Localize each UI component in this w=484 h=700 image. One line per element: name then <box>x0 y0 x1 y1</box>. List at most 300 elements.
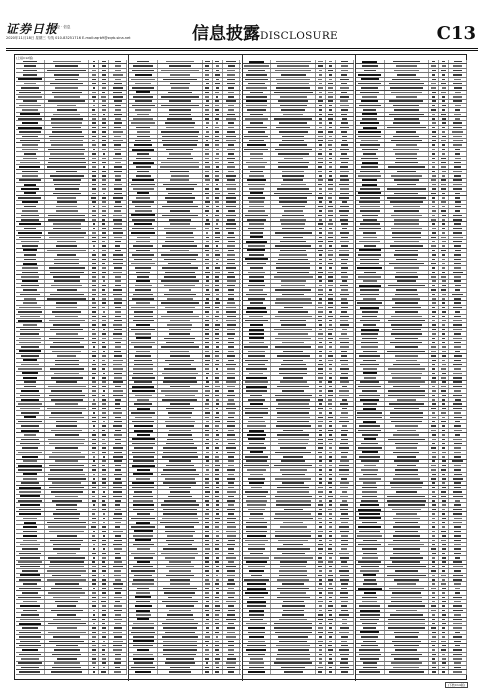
table-cell <box>203 143 213 146</box>
table-cell <box>213 231 223 234</box>
table-cell <box>213 648 223 651</box>
fine-print-text <box>168 193 193 195</box>
table-cell <box>326 495 336 498</box>
fine-print-text <box>250 474 263 476</box>
fine-print-text <box>245 360 267 362</box>
fine-print-text <box>329 136 332 138</box>
table-cell <box>89 319 99 322</box>
fine-print-text <box>328 403 332 405</box>
fine-print-text <box>115 386 121 388</box>
fine-print-text <box>206 373 209 375</box>
table-cell <box>109 117 127 120</box>
fine-print-text <box>113 395 123 397</box>
fine-print-text <box>114 320 121 322</box>
fine-print-text <box>341 92 347 94</box>
table-cell <box>326 214 336 217</box>
fine-print-text <box>103 329 106 331</box>
table-cell <box>271 644 316 647</box>
fine-print-text <box>339 553 349 555</box>
fine-print-text <box>328 285 332 287</box>
table-cell <box>109 205 127 208</box>
table-cell <box>99 359 109 362</box>
fine-print-text <box>319 228 322 230</box>
table-cell <box>45 249 90 252</box>
fine-print-text <box>319 285 322 287</box>
fine-print-text <box>102 237 106 239</box>
table-cell <box>336 662 354 665</box>
fine-print-text <box>133 504 154 506</box>
table-cell <box>99 556 109 559</box>
table-cell <box>213 460 223 463</box>
table-cell <box>89 100 99 103</box>
fine-print-text <box>132 390 155 392</box>
table-cell <box>223 266 241 269</box>
fine-print-text <box>249 333 263 335</box>
fine-print-text <box>102 364 107 366</box>
fine-print-text <box>280 250 306 252</box>
table-cell <box>223 512 241 515</box>
fine-print-text <box>342 280 347 282</box>
fine-print-text <box>135 417 152 419</box>
table-cell <box>223 143 241 146</box>
fine-print-text <box>360 144 380 146</box>
fine-print-text <box>215 456 219 458</box>
fine-print-text <box>163 144 197 146</box>
fine-print-text <box>93 105 96 107</box>
fine-print-text <box>205 320 209 322</box>
fine-print-text <box>227 452 235 454</box>
table-cell <box>203 499 213 502</box>
fine-print-text <box>205 649 209 651</box>
table-cell <box>109 385 127 388</box>
table-cell <box>16 468 45 471</box>
fine-print-text <box>161 96 198 98</box>
fine-print-text <box>329 175 331 177</box>
table-cell <box>271 534 316 537</box>
fine-print-text <box>102 627 105 629</box>
fine-print-text <box>103 166 106 168</box>
table-cell <box>271 446 316 449</box>
fine-print-text <box>391 175 422 177</box>
table-cell <box>326 622 336 625</box>
fine-print-text <box>276 61 311 63</box>
table-cell <box>129 582 158 585</box>
fine-print-text <box>48 219 85 221</box>
fine-print-text <box>328 83 332 85</box>
table-cell <box>203 473 213 476</box>
table-cell <box>336 556 354 559</box>
table-cell <box>316 574 326 577</box>
table-cell <box>316 407 326 410</box>
fine-print-text <box>22 149 38 151</box>
fine-print-text <box>228 162 233 164</box>
table-cell <box>326 253 336 256</box>
fine-print-text <box>341 259 348 261</box>
fine-print-text <box>163 509 197 511</box>
fine-print-text <box>113 259 123 261</box>
fine-print-text <box>57 658 77 660</box>
table-cell <box>449 152 467 155</box>
table-cell <box>223 253 241 256</box>
fine-print-text <box>215 144 219 146</box>
fine-print-text <box>329 368 333 370</box>
table-cell <box>429 100 439 103</box>
fine-print-text <box>328 649 332 651</box>
fine-print-text <box>247 601 267 603</box>
table-cell <box>439 157 449 160</box>
table-cell <box>326 104 336 107</box>
table-cell <box>271 626 316 629</box>
fine-print-text <box>136 614 151 616</box>
table-cell <box>223 635 241 638</box>
table-cell <box>129 394 158 397</box>
fine-print-text <box>165 662 195 664</box>
table-cell <box>356 187 385 190</box>
table-cell <box>129 539 158 542</box>
table-cell <box>203 468 213 471</box>
table-cell <box>16 657 45 660</box>
fine-print-text <box>226 140 236 142</box>
table-cell <box>336 117 354 120</box>
fine-print-text <box>339 184 349 186</box>
fine-print-text <box>205 201 210 203</box>
table-cell <box>109 464 127 467</box>
table-cell <box>223 64 241 67</box>
table-cell <box>316 530 326 533</box>
table-cell <box>99 455 109 458</box>
table-cell <box>385 161 430 164</box>
table-cell <box>316 284 326 287</box>
table-cell <box>99 499 109 502</box>
fine-print-text <box>278 403 309 405</box>
table-cell <box>243 231 272 234</box>
fine-print-text <box>167 158 192 160</box>
table-cell <box>326 271 336 274</box>
fine-print-text <box>134 144 152 146</box>
table-cell <box>243 596 272 599</box>
table-cell <box>99 187 109 190</box>
fine-print-text <box>115 430 121 432</box>
table-cell <box>243 604 272 607</box>
fine-print-text <box>165 421 194 423</box>
fine-print-text <box>165 531 196 533</box>
fine-print-text <box>442 87 446 89</box>
table-cell <box>326 451 336 454</box>
table-cell <box>336 521 354 524</box>
fine-print-text <box>227 592 235 594</box>
fine-print-text <box>227 276 236 278</box>
fine-print-text <box>131 667 155 669</box>
table-cell <box>129 381 158 384</box>
fine-print-text <box>115 311 121 313</box>
table-cell <box>45 381 90 384</box>
table-cell <box>243 464 272 467</box>
fine-print-text <box>103 491 105 493</box>
table-cell <box>336 271 354 274</box>
fine-print-text <box>228 430 233 432</box>
fine-print-text <box>161 70 199 72</box>
table-cell <box>243 363 272 366</box>
table-cell <box>223 174 241 177</box>
table-cell <box>109 354 127 357</box>
fine-print-text <box>216 65 219 67</box>
fine-print-text <box>103 456 106 458</box>
fine-print-text <box>102 654 105 656</box>
table-cell <box>326 359 336 362</box>
fine-print-text <box>441 188 446 190</box>
table-cell <box>129 306 158 309</box>
table-cell <box>213 446 223 449</box>
table-cell <box>316 626 326 629</box>
fine-print-text <box>93 149 96 151</box>
table-cell <box>429 126 439 129</box>
fine-print-text <box>340 127 349 129</box>
table-cell <box>45 337 90 340</box>
table-cell <box>109 587 127 590</box>
fine-print-text <box>275 513 311 515</box>
table-cell <box>16 547 45 550</box>
fine-print-text <box>206 276 209 278</box>
table-cell <box>243 337 272 340</box>
fine-print-text <box>318 487 322 489</box>
fine-print-text <box>228 65 235 67</box>
fine-print-text <box>115 307 121 309</box>
table-cell <box>203 280 213 283</box>
fine-print-text <box>205 351 208 353</box>
fine-print-text <box>133 320 154 322</box>
fine-print-text <box>318 320 322 322</box>
fine-print-text <box>248 509 266 511</box>
fine-print-text <box>394 70 419 72</box>
table-cell <box>336 323 354 326</box>
fine-print-text <box>227 434 235 436</box>
table-cell <box>99 574 109 577</box>
fine-print-text <box>92 158 96 160</box>
fine-print-text <box>216 627 219 629</box>
fine-print-text <box>246 87 267 89</box>
fine-print-text <box>275 346 311 348</box>
fine-print-text <box>93 671 96 673</box>
table-cell <box>129 319 158 322</box>
fine-print-text <box>319 592 323 594</box>
table-cell <box>223 508 241 511</box>
fine-print-text <box>168 412 192 414</box>
table-cell <box>129 429 158 432</box>
fine-print-text <box>92 272 96 274</box>
table-cell <box>336 512 354 515</box>
fine-print-text <box>319 610 322 612</box>
table-cell <box>326 152 336 155</box>
fine-print-text <box>341 245 348 247</box>
table-cell <box>203 157 213 160</box>
table-cell <box>336 121 354 124</box>
fine-print-text <box>282 136 304 138</box>
table-cell <box>203 218 213 221</box>
table-cell <box>243 117 272 120</box>
table-cell <box>89 381 99 384</box>
fine-print-text <box>279 575 308 577</box>
fine-print-text <box>92 215 95 217</box>
table-cell <box>158 600 203 603</box>
table-cell <box>223 534 241 537</box>
table-cell <box>385 95 430 98</box>
fine-print-text <box>216 298 219 300</box>
fine-print-text <box>339 526 349 528</box>
table-cell <box>16 640 45 643</box>
fine-print-text <box>250 153 264 155</box>
table-cell <box>99 297 109 300</box>
fine-print-text <box>50 140 83 142</box>
table-cell <box>326 626 336 629</box>
fine-print-text <box>53 548 80 550</box>
fine-print-text <box>22 175 39 177</box>
table-cell <box>243 266 272 269</box>
table-cell <box>16 218 45 221</box>
table-cell <box>45 126 90 129</box>
table-cell <box>109 477 127 480</box>
table-cell <box>45 266 90 269</box>
fine-print-text <box>282 614 304 616</box>
fine-print-text <box>215 267 220 269</box>
table-cell <box>158 499 203 502</box>
fine-print-text <box>49 158 85 160</box>
table-cell <box>326 389 336 392</box>
table-cell <box>89 157 99 160</box>
table-cell <box>89 468 99 471</box>
fine-print-text <box>318 184 322 186</box>
table-cell <box>223 288 241 291</box>
table-cell <box>316 179 326 182</box>
table-cell <box>243 100 272 103</box>
table-cell <box>203 214 213 217</box>
fine-print-text <box>136 610 150 612</box>
table-cell <box>99 600 109 603</box>
fine-print-text <box>215 109 219 111</box>
fine-print-text <box>23 289 38 291</box>
fine-print-text <box>276 87 310 89</box>
table-cell <box>326 139 336 142</box>
fine-print-text <box>281 460 305 462</box>
table-cell <box>385 165 430 168</box>
fine-print-text <box>92 342 95 344</box>
table-cell <box>99 280 109 283</box>
table-cell <box>271 525 316 528</box>
fine-print-text <box>135 100 152 102</box>
table-cell <box>158 381 203 384</box>
fine-print-text <box>49 465 84 467</box>
table-cell <box>326 644 336 647</box>
fine-print-text <box>92 210 95 212</box>
table-cell <box>16 552 45 555</box>
table-cell <box>99 407 109 410</box>
table-cell <box>158 587 203 590</box>
fine-print-text <box>215 377 219 379</box>
table-cell <box>203 293 213 296</box>
fine-print-text <box>340 166 348 168</box>
fine-print-text <box>318 333 322 335</box>
table-cell <box>336 266 354 269</box>
fine-print-text <box>216 443 218 445</box>
table-cell <box>89 183 99 186</box>
fine-print-text <box>215 561 219 563</box>
table-cell <box>158 438 203 441</box>
fine-print-text <box>103 522 106 524</box>
table-cell <box>158 534 203 537</box>
table-cell <box>316 319 326 322</box>
fine-print-text <box>163 184 197 186</box>
fine-print-text <box>341 70 348 72</box>
fine-print-text <box>53 544 81 546</box>
fine-print-text <box>52 667 81 669</box>
fine-print-text <box>19 166 40 168</box>
fine-print-text <box>115 465 121 467</box>
fine-print-text <box>280 96 307 98</box>
fine-print-text <box>206 280 209 282</box>
fine-print-text <box>277 597 310 599</box>
fine-print-text <box>21 355 39 357</box>
fine-print-text <box>228 289 234 291</box>
fine-print-text <box>453 184 463 186</box>
fine-print-text <box>92 179 96 181</box>
table-cell <box>89 354 99 357</box>
table-cell <box>316 95 326 98</box>
table-cell <box>16 139 45 142</box>
fine-print-text <box>216 403 219 405</box>
fine-print-text <box>216 70 219 72</box>
fine-print-text <box>328 223 333 225</box>
table-cell <box>316 341 326 344</box>
fine-print-text <box>54 280 80 282</box>
table-cell <box>129 561 158 564</box>
fine-print-text <box>328 232 332 234</box>
fine-print-text <box>102 509 107 511</box>
fine-print-text <box>102 171 105 173</box>
table-cell <box>16 104 45 107</box>
table-cell <box>243 640 272 643</box>
table-cell <box>326 525 336 528</box>
fine-print-text <box>319 456 323 458</box>
table-row <box>129 670 240 674</box>
fine-print-text <box>339 210 349 212</box>
table-cell <box>243 609 272 612</box>
fine-print-text <box>454 114 462 116</box>
fine-print-text <box>132 438 155 440</box>
table-cell <box>385 60 430 63</box>
fine-print-text <box>328 237 333 239</box>
fine-print-text <box>250 192 262 194</box>
fine-print-text <box>20 619 40 621</box>
table-cell <box>158 556 203 559</box>
fine-print-text <box>318 632 323 634</box>
table-cell <box>99 521 109 524</box>
table-cell <box>203 389 213 392</box>
fine-print-text <box>48 232 86 234</box>
fine-print-text <box>341 540 348 542</box>
table-cell <box>223 442 241 445</box>
table-cell <box>326 596 336 599</box>
table-cell <box>89 258 99 261</box>
table-cell <box>449 179 467 182</box>
table-cell <box>223 670 241 673</box>
fine-print-text <box>227 263 234 265</box>
fine-print-text <box>102 289 105 291</box>
table-cell <box>99 231 109 234</box>
table-cell <box>213 310 223 313</box>
table-cell <box>158 446 203 449</box>
fine-print-text <box>318 223 323 225</box>
table-cell <box>439 196 449 199</box>
fine-print-text <box>102 338 107 340</box>
